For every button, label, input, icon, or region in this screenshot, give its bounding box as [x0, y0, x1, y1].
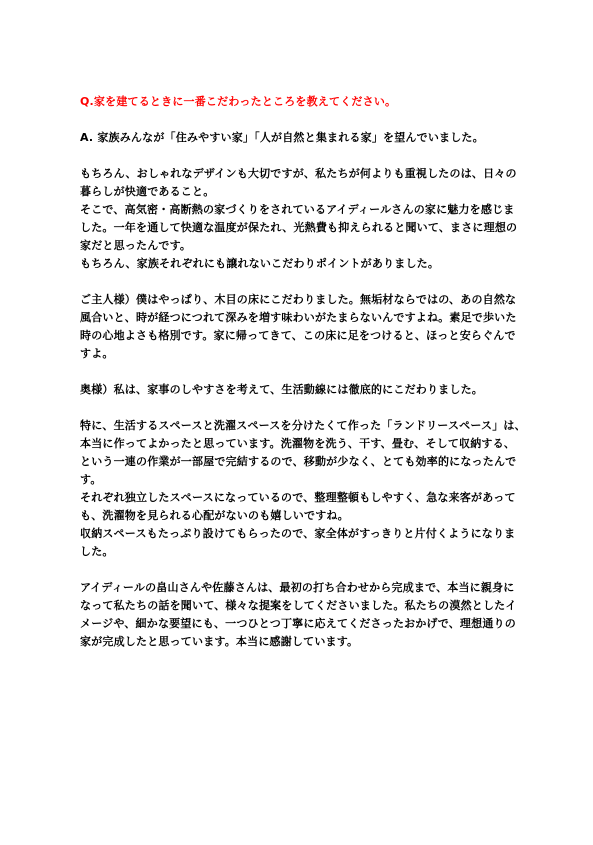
- spacer: [80, 147, 520, 165]
- text-line: そこで、高気密・高断熱の家づくりをされているアイディールさんの家に魅力を感じま: [80, 203, 515, 216]
- text-line: 収納スペースもたっぷり設けてもらったので、家全体がすっきりと片付くようになりま: [80, 527, 516, 540]
- text-line: メージや、細かな要望にも、一つひとつ丁寧に応えてくださったおかげで、理想通りの: [80, 617, 516, 630]
- text-line: ご主人様）僕はやっぱり、木目の床にこだわりました。無垢材ならではの、あの自然な: [80, 293, 517, 306]
- text-line: す。: [80, 473, 102, 486]
- text-line: した。: [80, 545, 114, 558]
- paragraph-thanks: [80, 579, 520, 651]
- text-line: 家だと思ったんです。: [80, 239, 192, 252]
- text-line: もちろん、家族それぞれにも譲れないこだわりポイントがありました。: [80, 257, 440, 270]
- text-line: 暮らしが快適であること。: [80, 185, 215, 198]
- paragraph-husband: [80, 291, 520, 363]
- interview-text: [80, 93, 526, 651]
- text-line: 本当に作ってよかったと思っています。洗濯物を洗う、干す、畳む、そして収納する、: [80, 437, 516, 450]
- text-line: もちろん、おしゃれなデザインも大切ですが、私たちが何よりも重視したのは、日々の: [80, 167, 517, 180]
- spacer: [80, 111, 520, 129]
- question-heading: Q.家を建てるときに一番こだわったところを教えてください。: [80, 95, 397, 108]
- spacer: [80, 273, 520, 291]
- spacer: [80, 363, 520, 381]
- text-line: アイディールの畠山さんや佐藤さんは、最初の打ち合わせから完成まで、本当に親身に: [80, 581, 515, 594]
- spacer: [80, 399, 520, 417]
- text-line: も、洗濯物を見られる心配がないのも嬉しいですね。: [80, 509, 349, 522]
- text-line: 時の心地よさも格別です。家に帰ってきて、この床に足をつけると、ほっと安らぐんで: [80, 329, 516, 342]
- paragraph-wife: [80, 381, 520, 399]
- text-line: それぞれ独立したスペースになっているので、整理整頓もしやすく、急な来客があって: [80, 491, 516, 504]
- text-line: 家が完成したと思っています。本当に感謝しています。: [80, 635, 359, 648]
- spacer: [80, 561, 520, 579]
- text-line: すよ。: [80, 347, 114, 360]
- text-line: 奥様）私は、家事のしやすさを考えて、生活動線には徹底的にこだわりました。: [80, 383, 483, 396]
- answer-intro: A. 家族みんなが「住みやすい家」「人が自然と集まれる家」を望んでいました。: [80, 131, 484, 144]
- paragraph-priorities: [80, 165, 520, 273]
- text-line: 風合いと、時が経つにつれて深みを増す味わいがたまらないんですよね。素足で歩いた: [80, 311, 517, 324]
- text-line: なって私たちの話を聞いて、様々な提案をしてくださいました。私たちの漠然としたイ: [80, 599, 517, 612]
- paragraph-laundry: [80, 417, 526, 561]
- text-line: した。一年を通して快適な温度が保たれ、光熱費も抑えられると聞いて、まさに理想の: [80, 221, 518, 234]
- text-line: という一連の作業が一部屋で完結するので、移動が少なく、とても効率的になったんで: [80, 455, 517, 468]
- text-line: 特に、生活するスペースと洗濯スペースを分けたくて作った「ランドリースペース」は、: [80, 419, 526, 432]
